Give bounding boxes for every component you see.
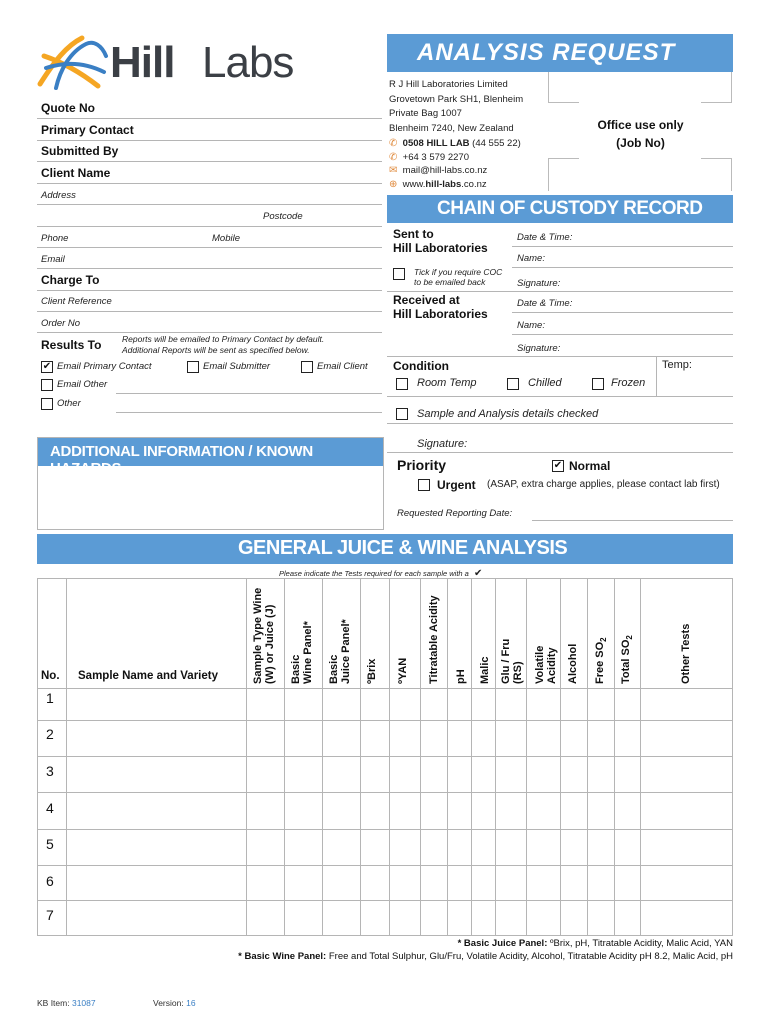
address-line: Private Bag 1007 (389, 108, 462, 119)
table-column-divider (420, 578, 421, 936)
normal-checkbox[interactable]: ✔ (553, 460, 563, 471)
table-column-divider (526, 578, 527, 936)
col-free-so2-header (594, 637, 610, 684)
kb-item-value: 31087 (71, 998, 96, 1008)
email-primary-label: Email Primary Contact (57, 361, 152, 372)
phone-icon: ✆ (389, 151, 398, 163)
email-client-checkbox[interactable] (301, 361, 313, 373)
submitted-by-label: Submitted By (41, 144, 119, 158)
chilled-label: Chilled (528, 377, 562, 389)
office-use-label: Office use only (597, 118, 684, 132)
coc-email-note-2: to be emailed back (414, 277, 486, 287)
room-temp-checkbox[interactable] (396, 378, 408, 390)
urgent-label: Urgent (437, 478, 476, 492)
col-wine-panel-header (290, 621, 314, 684)
table-column-divider (587, 578, 588, 936)
requested-date-label: Requested Reporting Date: (397, 508, 513, 519)
row-number: 7 (46, 907, 54, 923)
juice-footnote-text: ºBrix, pH, Titratable Acidity, Malic Acid, YAN (547, 938, 733, 949)
postcode-label: Postcode (263, 211, 303, 222)
sent-name-label: Name: (517, 253, 545, 264)
email-client-label: Email Client (317, 361, 368, 372)
col-other-tests-header: Other Tests (680, 623, 692, 684)
condition-label: Condition (393, 359, 449, 373)
table-column-divider (246, 578, 247, 936)
wine-footnote-label: * Basic Wine Panel: (238, 951, 327, 962)
sent-signature-label: Signature: (517, 278, 561, 289)
instruction-text: Please indicate the Tests required for each sample with a (279, 569, 469, 578)
received-lab-label: Hill Laboratories (393, 307, 488, 321)
version (153, 998, 196, 1008)
frozen-checkbox[interactable] (592, 378, 604, 390)
table-column-divider (560, 578, 561, 936)
job-no-label: (Job No) (616, 136, 665, 150)
results-note-2: Additional Reports will be sent as specified below. (122, 345, 310, 355)
coc-email-note-1: Tick if you require COC (414, 267, 503, 277)
temp-label: Temp: (662, 359, 692, 371)
normal-label: Normal (569, 459, 611, 473)
col-sample-type-header (252, 588, 276, 684)
row-number: 6 (46, 873, 54, 889)
urgent-note: (ASAP, extra charge applies, please contact lab first) (487, 479, 720, 490)
col-ph-header: pH (455, 669, 467, 684)
checked-signature-label: Signature: (417, 438, 468, 450)
globe-icon: ⊕ (389, 178, 398, 190)
web-prefix: www. (402, 178, 426, 190)
analysis-title: GENERAL JUICE & WINE ANALYSIS (238, 537, 568, 559)
phone-free-digits: (44 555 22) (469, 138, 521, 149)
other-label: Other (57, 398, 81, 409)
office-use-box (548, 72, 733, 192)
row-number: 4 (46, 800, 54, 816)
sent-date-label: Date & Time: (517, 232, 573, 243)
table-row-divider (37, 756, 733, 757)
sent-to-label: Sent to (393, 227, 434, 241)
analysis-table (37, 578, 733, 936)
col-juice-line2: Juice Panel* (340, 619, 352, 684)
coc-header (387, 195, 733, 223)
email-submitter-label: Email Submitter (203, 361, 271, 372)
col-free-sub: 2 (599, 637, 609, 642)
table-row-divider (37, 900, 733, 901)
results-to-label: Results To (41, 338, 102, 352)
table-column-divider (614, 578, 615, 936)
col-alcohol-header: Alcohol (567, 643, 579, 684)
table-column-divider (495, 578, 496, 936)
col-wine-line2: Wine Panel* (302, 621, 314, 684)
phone-label: Phone (41, 233, 69, 244)
page-title: ANALYSIS REQUEST (417, 39, 676, 66)
email-primary-checkbox[interactable]: ✔ (42, 361, 52, 372)
additional-info-title: ADDITIONAL INFORMATION / KNOWN HAZARDS (50, 443, 313, 477)
col-juice-line1: Basic (328, 654, 340, 684)
col-va-line1: Volatile (534, 645, 546, 684)
logo-mark-icon (36, 32, 116, 92)
version-label: Version: (153, 998, 184, 1008)
col-brix-header: ºBrix (366, 658, 378, 684)
email-other-label: Email Other (57, 379, 108, 390)
additional-info-header (38, 438, 383, 477)
email-label: Email (41, 254, 65, 265)
table-column-divider (389, 578, 390, 936)
juice-panel-footnote (458, 938, 733, 949)
room-temp-label: Room Temp (417, 377, 477, 389)
col-wine-line1: Basic (290, 654, 302, 684)
lab-email[interactable]: mail@hill-labs.co.nz (402, 165, 488, 176)
table-column-divider (66, 578, 67, 936)
table-row-divider (37, 720, 733, 721)
table-column-divider (360, 578, 361, 936)
logo-text-hill: Hill (110, 38, 175, 87)
table-row-divider (37, 829, 733, 830)
received-name-label: Name: (517, 320, 545, 331)
col-type-line2: (W) or Juice (J) (264, 604, 276, 684)
address-line: Blenheim 7240, New Zealand (389, 122, 514, 134)
received-date-label: Date & Time: (517, 298, 573, 309)
wine-footnote-text: Free and Total Sulphur, Glu/Fru, Volatile Acidity, Alcohol, Titratable Acidity pH 8.2, Malic Acid, pH (326, 951, 733, 962)
row-number: 5 (46, 836, 54, 852)
client-name-label: Client Name (41, 166, 111, 180)
email-other-checkbox[interactable] (41, 379, 53, 391)
priority-label: Priority (397, 457, 447, 473)
col-total-text: Total SO (620, 639, 632, 684)
analysis-header (37, 534, 733, 564)
col-ta-header: Titratable Acidity (428, 595, 440, 684)
kb-item-label: KB Item: (37, 998, 70, 1008)
mail-icon: ✉ (389, 165, 398, 176)
sent-to-lab-label: Hill Laboratories (393, 241, 488, 255)
table-column-divider (284, 578, 285, 936)
juice-footnote-label: * Basic Juice Panel: (457, 938, 548, 949)
col-sample-header: Sample Name and Variety (78, 670, 218, 682)
received-signature-label: Signature: (517, 343, 561, 354)
received-at-label: Received at (393, 293, 460, 307)
charge-to-label: Charge To (41, 273, 100, 287)
col-malic-header: Malic (479, 656, 491, 684)
table-row-divider (37, 792, 733, 793)
table-column-divider (640, 578, 641, 936)
primary-contact-label: Primary Contact (41, 123, 134, 137)
analysis-request-banner (387, 34, 733, 72)
table-row-divider (37, 865, 733, 866)
results-note-1: Reports will be emailed to Primary Contact by default. (122, 334, 325, 344)
col-glu-line1: Glu / Fru (500, 638, 512, 684)
quote-no-label: Quote No (41, 101, 95, 115)
kb-item (37, 998, 96, 1008)
sample-checked-label: Sample and Analysis details checked (417, 408, 599, 420)
phone-free: 0508 HILL LAB (402, 138, 470, 149)
web-domain[interactable]: hill-labs (425, 178, 462, 190)
other-checkbox[interactable] (41, 398, 53, 410)
col-glu-line2: (RS) (512, 661, 524, 684)
address-label: Address (41, 190, 76, 201)
hill-labs-logo (36, 32, 306, 94)
table-column-divider (447, 578, 448, 936)
row-number: 3 (46, 763, 54, 779)
col-type-line1: Sample Type Wine (252, 587, 264, 684)
lab-contact (389, 137, 521, 191)
col-free-text: Free SO (594, 641, 606, 684)
table-column-divider (322, 578, 323, 936)
address-line: Grovetown Park SH1, Blenheim (389, 93, 524, 105)
lab-address (389, 78, 523, 136)
col-no-header: No. (41, 670, 60, 682)
frozen-label: Frozen (611, 377, 646, 389)
col-total-so2-header (620, 635, 636, 684)
urgent-checkbox[interactable] (418, 479, 430, 491)
coc-title: CHAIN OF CUSTODY RECORD (437, 198, 703, 219)
logo-text-labs: Labs (202, 38, 294, 87)
phone-icon: ✆ (389, 138, 398, 149)
col-total-sub: 2 (625, 635, 635, 640)
chilled-checkbox[interactable] (507, 378, 519, 390)
additional-info-box[interactable] (37, 437, 384, 530)
phone-intl: +64 3 579 2270 (402, 151, 469, 163)
sample-checked-checkbox[interactable] (396, 408, 408, 420)
check-icon: ✔ (473, 568, 483, 579)
web-suffix: .co.nz (461, 178, 487, 190)
coc-email-checkbox[interactable] (393, 268, 405, 280)
email-submitter-checkbox[interactable] (187, 361, 199, 373)
col-glu-fru-header (500, 639, 524, 684)
client-reference-label: Client Reference (41, 296, 112, 307)
mobile-label: Mobile (212, 233, 240, 244)
address-line: R J Hill Laboratories Limited (389, 79, 508, 90)
col-juice-panel-header (328, 619, 352, 684)
col-yan-header: ºYAN (397, 657, 409, 684)
table-column-divider (471, 578, 472, 936)
col-volatile-header (534, 646, 558, 684)
order-no-label: Order No (41, 318, 81, 329)
row-number: 2 (46, 726, 54, 742)
table-row-divider (37, 688, 733, 689)
row-number: 1 (46, 690, 54, 706)
version-value: 16 (186, 998, 196, 1008)
col-va-line2: Acidity (546, 647, 558, 684)
wine-panel-footnote (238, 951, 733, 962)
